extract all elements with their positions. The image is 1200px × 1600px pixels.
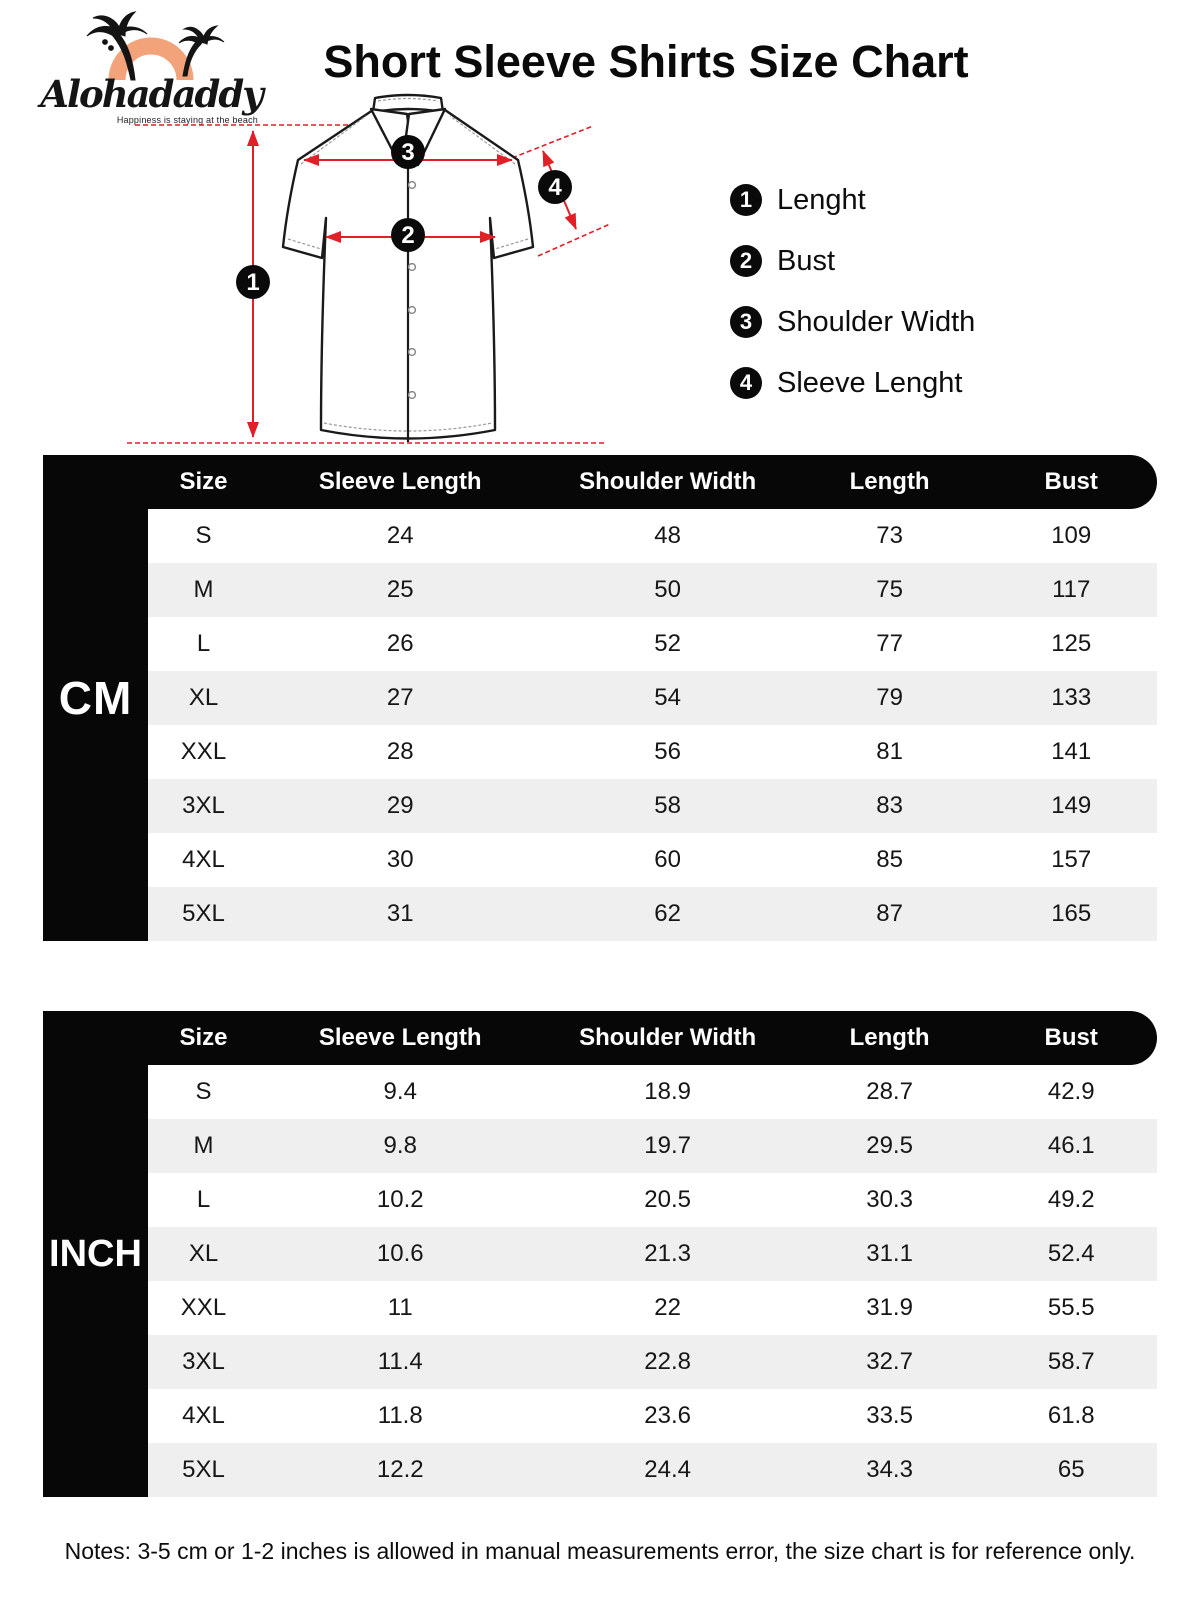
value-cell: 28.7 <box>866 1078 913 1105</box>
size-cell: 3XL <box>182 1348 225 1375</box>
size-cell: S <box>195 1078 212 1105</box>
value-cell: 11 <box>387 1294 413 1321</box>
value-cell: 149 <box>1051 792 1092 819</box>
size-cell: M <box>193 1132 214 1159</box>
badge-4: 4 <box>548 174 562 201</box>
legend-item-shoulder-width <box>730 306 975 338</box>
value-cell: 33.5 <box>866 1402 913 1429</box>
value-cell: 19.7 <box>644 1132 691 1159</box>
value-cell: 141 <box>1051 738 1092 765</box>
legend-number-badge: 2 <box>730 245 762 277</box>
table-row <box>148 1443 1157 1497</box>
value-cell: 24 <box>386 522 414 549</box>
table-row <box>148 1173 1157 1227</box>
value-cell: 30 <box>386 846 414 873</box>
value-cell: 31 <box>386 900 414 927</box>
value-cell: 32.7 <box>866 1348 913 1375</box>
column-header: Bust <box>1044 468 1098 495</box>
size-cell: 4XL <box>182 1402 225 1429</box>
legend-item-sleeve-length <box>730 367 975 399</box>
value-cell: 22.8 <box>644 1348 691 1375</box>
value-cell: 62 <box>654 900 681 927</box>
table-row <box>148 509 1157 563</box>
measurement-legend <box>730 184 975 428</box>
value-cell: 85 <box>876 846 903 873</box>
value-cell: 22 <box>654 1294 681 1321</box>
table-row <box>148 833 1157 887</box>
size-table-inch <box>43 1011 1157 1497</box>
value-cell: 11.4 <box>377 1348 423 1375</box>
column-header: Sleeve Length <box>318 1024 482 1051</box>
column-header: Sleeve Length <box>318 468 482 495</box>
value-cell: 165 <box>1051 900 1092 927</box>
table-row <box>148 1065 1157 1119</box>
column-header: Shoulder Width <box>579 468 757 495</box>
table-main <box>148 455 1157 941</box>
value-cell: 11.8 <box>377 1402 423 1429</box>
column-header: Size <box>179 468 228 495</box>
value-cell: 48 <box>654 522 681 549</box>
legend-label: Bust <box>777 244 836 277</box>
value-cell: 21.3 <box>644 1240 691 1267</box>
value-cell: 24.4 <box>644 1456 691 1483</box>
unit-label: CM <box>43 455 148 941</box>
brand-tagline: Happiness is staying at the beach <box>116 115 258 125</box>
value-cell: 77 <box>876 630 903 657</box>
value-cell: 10.2 <box>376 1186 424 1213</box>
size-cell: XXL <box>180 1294 227 1321</box>
size-cell: 5XL <box>182 1456 225 1483</box>
value-cell: 117 <box>1052 576 1091 603</box>
value-cell: 30.3 <box>866 1186 913 1213</box>
value-cell: 49.2 <box>1047 1186 1095 1213</box>
brand-name: Alohadaddy <box>40 72 262 116</box>
value-cell: 31.9 <box>866 1294 913 1321</box>
legend-label: Shoulder Width <box>777 305 976 338</box>
value-cell: 54 <box>654 684 681 711</box>
value-cell: 34.3 <box>866 1456 913 1483</box>
table-body <box>148 509 1157 941</box>
value-cell: 79 <box>876 684 903 711</box>
table-row <box>148 617 1157 671</box>
unit-label: INCH <box>43 1011 148 1497</box>
size-cell: S <box>195 522 212 549</box>
table-main <box>148 1011 1157 1497</box>
value-cell: 23.6 <box>644 1402 691 1429</box>
value-cell: 125 <box>1051 630 1092 657</box>
table-row <box>148 1227 1157 1281</box>
value-cell: 25 <box>386 576 414 603</box>
table-row <box>148 1281 1157 1335</box>
value-cell: 58.7 <box>1047 1348 1095 1375</box>
size-cell: XXL <box>180 738 227 765</box>
value-cell: 10.6 <box>376 1240 424 1267</box>
size-cell: L <box>196 630 211 657</box>
shirt-measurement-diagram <box>115 90 755 462</box>
legend-number-badge: 3 <box>730 306 762 338</box>
table-row <box>148 1119 1157 1173</box>
legend-item-length <box>730 184 975 216</box>
value-cell: 28 <box>386 738 414 765</box>
value-cell: 157 <box>1051 846 1092 873</box>
column-header: Shoulder Width <box>579 1024 757 1051</box>
legend-number-badge: 1 <box>730 184 762 216</box>
value-cell: 55.5 <box>1047 1294 1095 1321</box>
value-cell: 18.9 <box>644 1078 691 1105</box>
value-cell: 46.1 <box>1047 1132 1095 1159</box>
value-cell: 58 <box>654 792 681 819</box>
table-row <box>148 1335 1157 1389</box>
badge-1: 1 <box>246 269 260 296</box>
table-row <box>148 725 1157 779</box>
value-cell: 29.5 <box>866 1132 913 1159</box>
value-cell: 56 <box>654 738 681 765</box>
value-cell: 87 <box>876 900 903 927</box>
value-cell: 31.1 <box>866 1240 913 1267</box>
value-cell: 42.9 <box>1047 1078 1095 1105</box>
value-cell: 60 <box>654 846 681 873</box>
value-cell: 109 <box>1051 522 1092 549</box>
size-cell: XL <box>188 1240 219 1267</box>
value-cell: 12.2 <box>376 1456 424 1483</box>
table-body <box>148 1065 1157 1497</box>
table-row <box>148 779 1157 833</box>
value-cell: 73 <box>876 522 903 549</box>
size-cell: 4XL <box>182 846 225 873</box>
value-cell: 20.5 <box>644 1186 691 1213</box>
table-header-row <box>148 1011 1157 1065</box>
value-cell: 9.8 <box>383 1132 417 1159</box>
value-cell: 27 <box>386 684 414 711</box>
table-row <box>148 1389 1157 1443</box>
value-cell: 52 <box>654 630 681 657</box>
size-cell: 5XL <box>182 900 225 927</box>
value-cell: 26 <box>386 630 414 657</box>
column-header: Size <box>179 1024 228 1051</box>
value-cell: 29 <box>386 792 414 819</box>
size-cell: L <box>196 1186 211 1213</box>
column-header: Length <box>849 468 930 495</box>
column-header: Length <box>849 1024 930 1051</box>
value-cell: 65 <box>1057 1456 1085 1483</box>
value-cell: 75 <box>876 576 903 603</box>
size-cell: M <box>193 576 214 603</box>
legend-label: Sleeve Lenght <box>777 366 963 399</box>
table-row <box>148 671 1157 725</box>
badge-3: 3 <box>401 139 415 166</box>
table-row <box>148 563 1157 617</box>
value-cell: 61.8 <box>1047 1402 1095 1429</box>
size-cell: XL <box>188 684 219 711</box>
value-cell: 9.4 <box>383 1078 417 1105</box>
value-cell: 83 <box>876 792 903 819</box>
legend-label: Lenght <box>777 183 866 216</box>
legend-number-badge: 4 <box>730 367 762 399</box>
value-cell: 52.4 <box>1047 1240 1095 1267</box>
value-cell: 81 <box>876 738 903 765</box>
notes-text: Notes: 3-5 cm or 1-2 inches is allowed in manual measurements error, the size chart is for reference only. <box>64 1538 1136 1564</box>
size-cell: 3XL <box>182 792 225 819</box>
badge-2: 2 <box>401 222 415 249</box>
legend-item-bust <box>730 245 975 277</box>
page-title: Short Sleeve Shirts Size Chart <box>323 36 969 87</box>
value-cell: 50 <box>654 576 681 603</box>
value-cell: 133 <box>1051 684 1092 711</box>
size-table-cm <box>43 455 1157 941</box>
column-header: Bust <box>1044 1024 1098 1051</box>
table-row <box>148 887 1157 941</box>
table-header-row <box>148 455 1157 509</box>
